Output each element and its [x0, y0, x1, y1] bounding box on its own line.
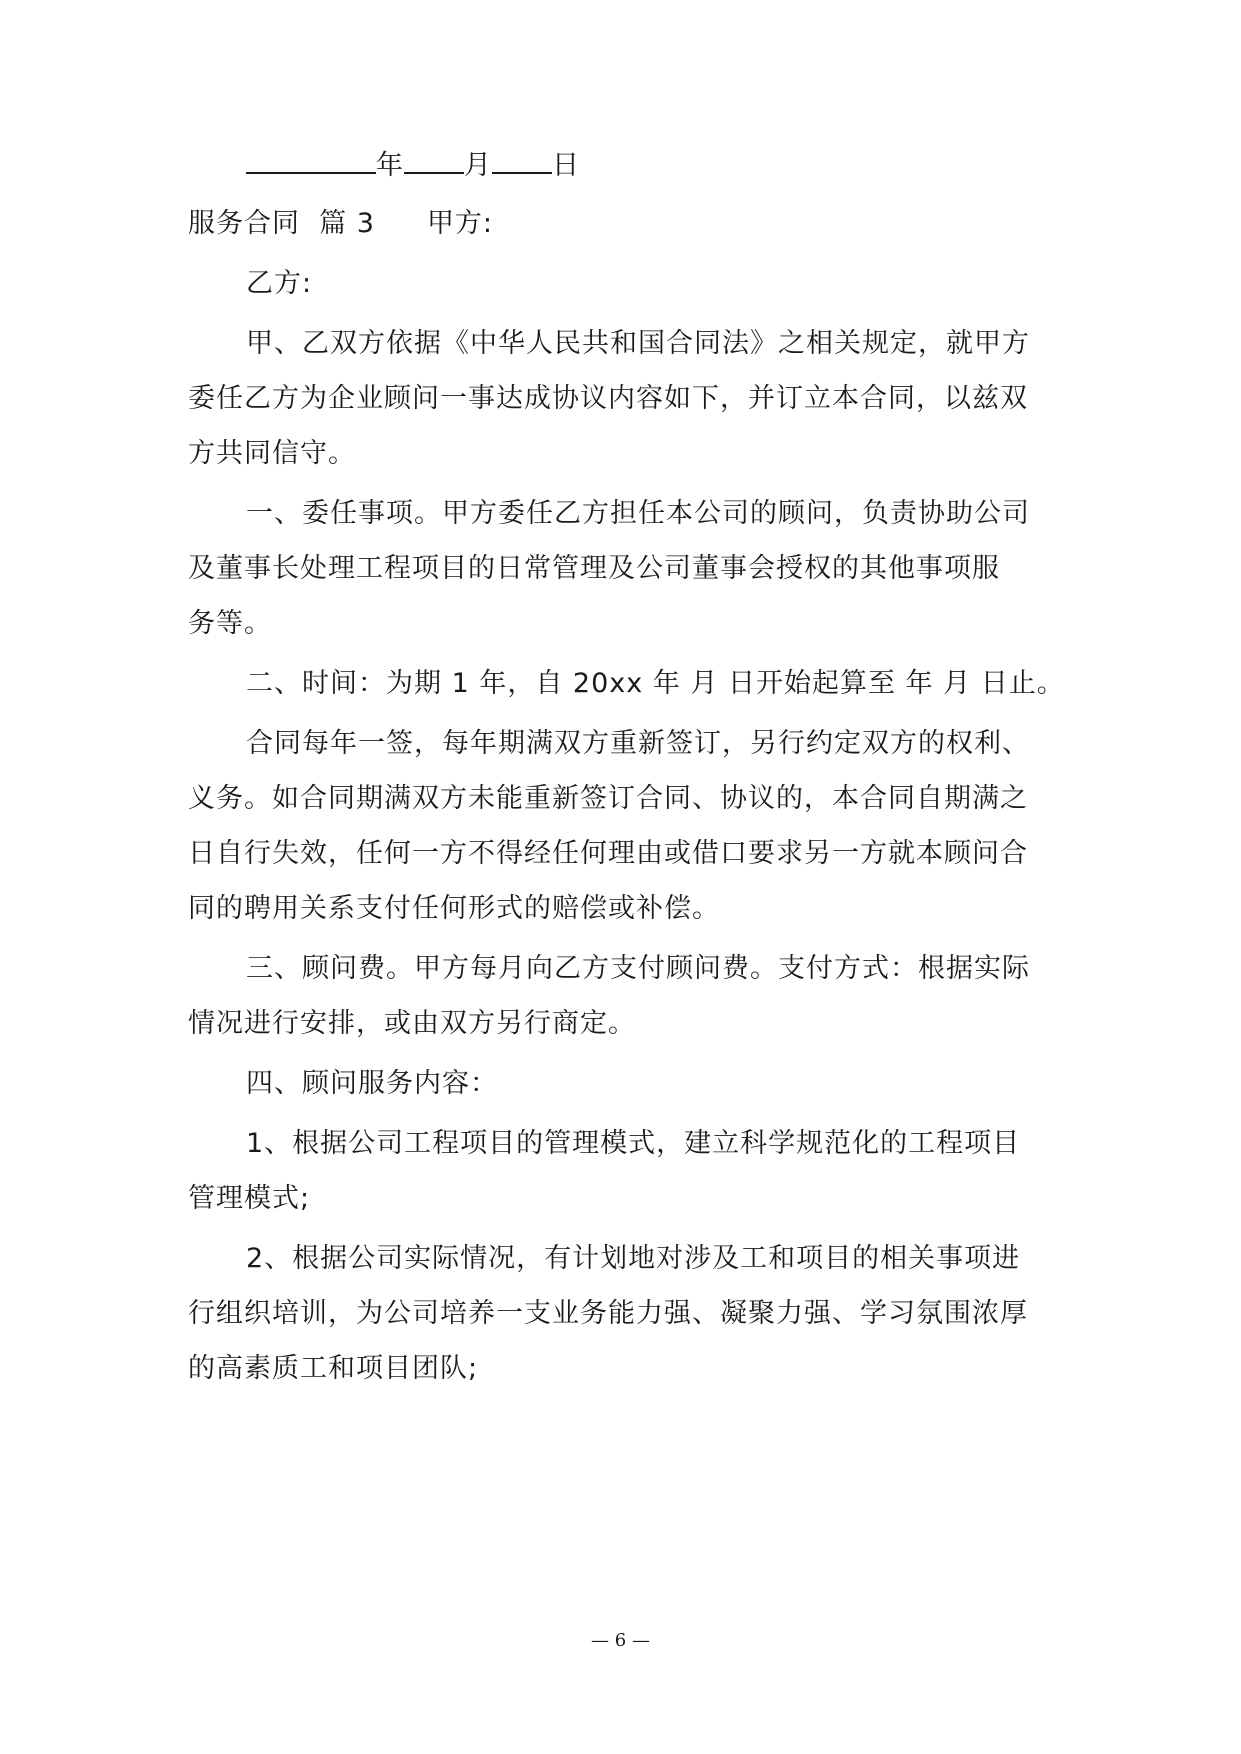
year-label: 年 [376, 150, 404, 181]
page-number: — 6 — [591, 1630, 650, 1651]
paragraph-line: 甲、乙双方依据《中华人民共和国合同法》之相关规定，就甲方 [246, 328, 1030, 359]
paragraph-line: 日自行失效，任何一方不得经任何理由或借口要求另一方就本顾问合 [188, 838, 1028, 869]
month-blank [404, 146, 464, 174]
party-b-label: 乙方: [246, 268, 313, 299]
day-label: 日 [552, 150, 580, 181]
paragraph-line: 同的聘用关系支付任何形式的赔偿或补偿。 [188, 893, 720, 924]
paragraph-line: 行组织培训，为公司培养一支业务能力强、凝聚力强、学习氛围浓厚 [188, 1298, 1028, 1329]
paragraph-line: 及董事长处理工程项目的日常管理及公司董事会授权的其他事项服 [188, 553, 1000, 584]
section-number: 篇 3 [319, 208, 375, 239]
month-label: 月 [464, 150, 492, 181]
paragraph-line: 一、委任事项。甲方委任乙方担任本公司的顾问，负责协助公司 [246, 498, 1030, 529]
paragraph-line: 四、顾问服务内容： [246, 1068, 498, 1099]
day-blank [492, 146, 552, 174]
paragraph-line: 委任乙方为企业顾问一事达成协议内容如下，并订立本合同，以兹双 [188, 383, 1028, 414]
paragraph-line: 义务。如合同期满双方未能重新签订合同、协议的，本合同自期满之 [188, 783, 1028, 814]
paragraph-line: 情况进行安排，或由双方另行商定。 [188, 1008, 636, 1039]
paragraph-line: 方共同信守。 [188, 438, 356, 469]
paragraph-line: 合同每年一签，每年期满双方重新签订，另行约定双方的权利、 [246, 728, 1030, 759]
date-line [246, 146, 580, 184]
party-a-label: 甲方: [426, 208, 494, 239]
year-blank [246, 146, 376, 174]
paragraph-line: 管理模式; [188, 1183, 311, 1214]
paragraph-line: 2、根据公司实际情况，有计划地对涉及工和项目的相关事项进 [246, 1243, 1021, 1274]
section-heading [188, 206, 493, 242]
paragraph-line: 三、顾问费。甲方每月向乙方支付顾问费。支付方式：根据实际 [246, 953, 1030, 984]
paragraph-line: 务等。 [188, 608, 272, 639]
paragraph-line: 1、根据公司工程项目的管理模式，建立科学规范化的工程项目 [246, 1128, 1021, 1159]
contract-title: 服务合同 [188, 208, 300, 239]
paragraph-line: 的高素质工和项目团队; [188, 1353, 479, 1384]
paragraph-line: 二、时间：为期 1 年，自 20xx 年 月 日开始起算至 年 月 日止。 [246, 668, 1065, 699]
